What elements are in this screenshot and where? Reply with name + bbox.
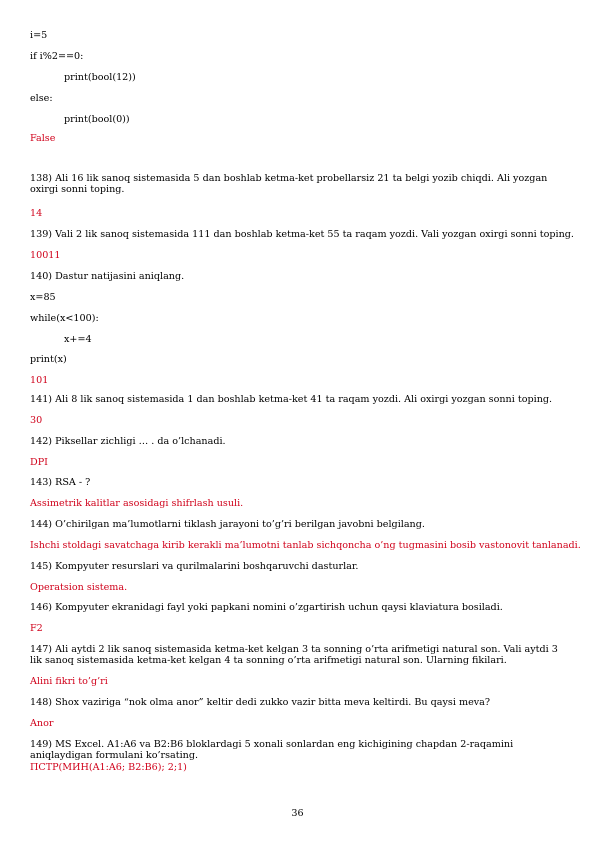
- answer-text: Alini fikri to’g’ri: [30, 676, 108, 687]
- code-line: i=5: [30, 30, 48, 41]
- code-line: while(x<100):: [30, 313, 99, 324]
- answer-text: Assimetrik kalitlar asosidagi shifrlash usuli.: [30, 498, 244, 509]
- answer-text: F2: [30, 623, 43, 634]
- question-text: 140) Dastur natijasini aniqlang.: [30, 271, 185, 282]
- answer-text: Ishchi stoldagi savatchaga kirib kerakli ma’lumotni tanlab sichqoncha o’ng tugmasini bosib vastonovit tanlanadi.: [30, 540, 581, 551]
- question-text: 142) Piksellar zichligi … . da o’lchanadi.: [30, 436, 226, 447]
- answer-text: 101: [30, 375, 49, 386]
- answer-text: 10011: [30, 250, 61, 261]
- answer-text: 30: [30, 415, 43, 426]
- page-number: 36: [291, 808, 304, 819]
- code-line: if i%2==0:: [30, 51, 84, 62]
- question-text: 143) RSA - ?: [30, 477, 91, 488]
- code-line: x=85: [30, 292, 56, 303]
- answer-text: DPI: [30, 457, 48, 468]
- answer-text: Operatsion sistema.: [30, 582, 128, 593]
- question-text: 139) Vali 2 lik sanoq sistemasida 111 dan boshlab ketma-ket 55 ta raqam yozdi. Vali yozgan oxirgi sonni toping.: [30, 229, 574, 240]
- question-text: 147) Ali aytdi 2 lik sanoq sistemasida ketma-ket kelgan 3 ta sonning o’rta arifmetigi natural son. Vali aytdi 3 lik sanoq sistemasida ketma-ket kelgan 4 ta sonning o’rta arifmetigi natural son. Ularning fikilari.: [30, 644, 558, 666]
- code-line: print(bool(0)): [64, 114, 130, 125]
- code-line: print(bool(12)): [64, 72, 136, 83]
- code-line: x+=4: [64, 334, 92, 345]
- answer-text: Anor: [30, 718, 54, 729]
- answer-text: False: [30, 133, 56, 144]
- question-text: 148) Shox vaziriga “nok olma anor” keltir dedi zukko vazir bitta meva keltirdi. Bu qaysi meva?: [30, 697, 491, 708]
- question-text: 144) O’chirilgan ma’lumotlarni tiklash jarayoni to’g’ri berilgan javobni belgilang.: [30, 519, 425, 530]
- question-text: 149) MS Excel. A1:A6 va B2:B6 bloklardagi 5 xonali sonlardan eng kichigining chapdan 2-raqamini aniqlaydigan formulani ko’rsating.: [30, 739, 514, 761]
- answer-text: 14: [30, 208, 43, 219]
- question-text: 146) Kompyuter ekranidagi fayl yoki papkani nomini o’zgartirish uchun qaysi klaviatura bosiladi.: [30, 602, 503, 613]
- answer-text: ПСТР(МИН(A1:A6; B2:B6); 2;1): [30, 762, 187, 773]
- question-text: 138) Ali 16 lik sanoq sistemasida 5 dan boshlab ketma-ket probellarsiz 21 ta belgi yozib chiqdi. Ali yozgan oxirgi sonni toping.: [30, 173, 548, 195]
- code-line: else:: [30, 93, 53, 104]
- question-text: 145) Kompyuter resurslari va qurilmalarini boshqaruvchi dasturlar.: [30, 561, 359, 572]
- question-text: 141) Ali 8 lik sanoq sistemasida 1 dan boshlab ketma-ket 41 ta raqam yozdi. Ali oxirgi yozgan sonni toping.: [30, 394, 553, 405]
- code-line: print(x): [30, 354, 67, 365]
